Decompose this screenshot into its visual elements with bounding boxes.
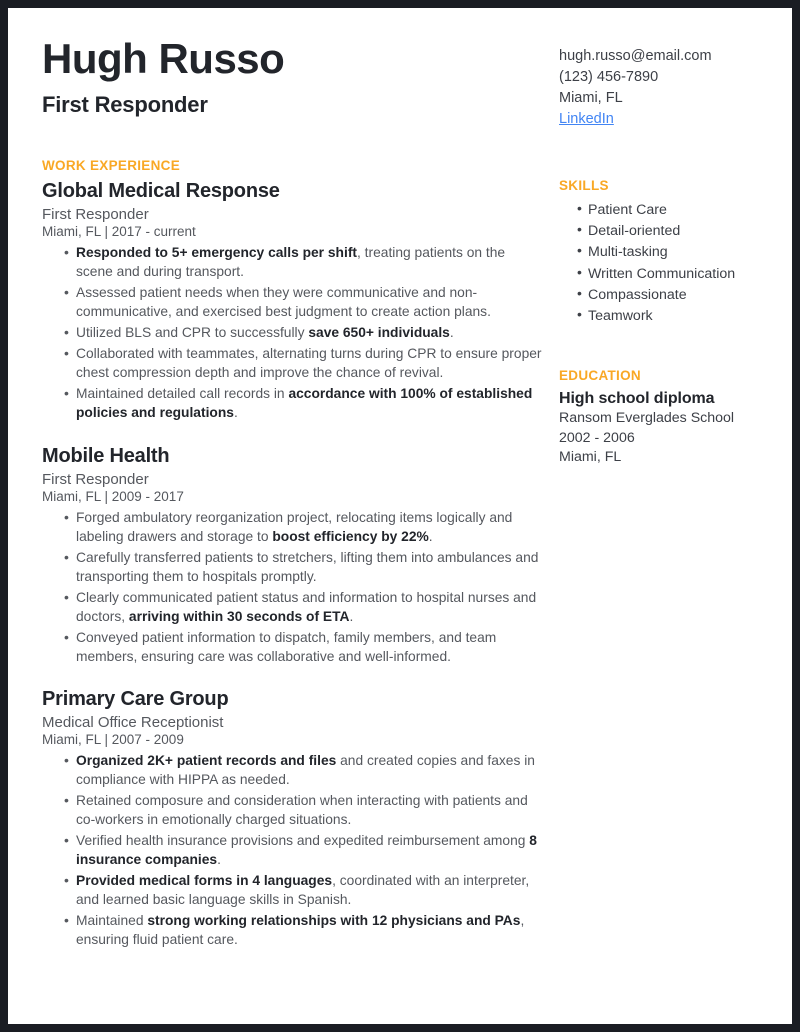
- job-bullet: • Conveyed patient information to dispatch, family members, and team members, ensuring care was collaborative and well-informed.: [64, 629, 545, 667]
- education-years: 2002 - 2006: [559, 429, 635, 446]
- skill-item: • Patient Care: [577, 200, 780, 220]
- job-bullet: • Maintained detailed call records in accordance with 100% of established policies and regulations.: [64, 385, 545, 423]
- job-location-dates: Miami, FL | 2017 - current: [42, 224, 196, 239]
- job-title: First Responder: [42, 470, 149, 488]
- section-heading-work-experience: WORK EXPERIENCE: [42, 158, 181, 173]
- job-bullet-list: [42, 752, 545, 950]
- candidate-headline: First Responder: [42, 92, 208, 117]
- page-title: Hugh Russo: [42, 35, 285, 82]
- resume-main-column: [42, 35, 555, 972]
- job-bullet-list: [42, 509, 545, 667]
- contact-location: Miami, FL: [559, 90, 623, 107]
- job-bullet: • Provided medical forms in 4 languages, coordinated with an interpreter, and learned basic language skills in Spanish.: [64, 872, 545, 910]
- skill-item: • Detail-oriented: [577, 221, 780, 241]
- linkedin-link[interactable]: LinkedIn: [559, 111, 614, 128]
- job-bullet: • Responded to 5+ emergency calls per shift, treating patients on the scene and during transport.: [64, 244, 545, 282]
- education-location: Miami, FL: [559, 449, 622, 466]
- contact-phone: (123) 456-7890: [559, 69, 659, 86]
- job-bullet: • Organized 2K+ patient records and files and created copies and faxes in compliance with HIPPA as needed.: [64, 752, 545, 790]
- section-heading-skills: SKILLS: [559, 178, 609, 194]
- job-bullet: • Clearly communicated patient status and information to hospital nurses and doctors, arriving within 30 seconds of ETA.: [64, 589, 545, 627]
- education-degree: High school diploma: [559, 390, 715, 407]
- job-bullet: • Forged ambulatory reorganization project, relocating items logically and labeling drawers and storage to boost efficiency by 22%.: [64, 509, 545, 547]
- work-experience-entry: [42, 688, 545, 950]
- job-bullet: • Assessed patient needs when they were communicative and non-communicative, and exercised best judgment to create action plans.: [64, 284, 545, 322]
- skill-item: • Multi-tasking: [577, 242, 780, 262]
- education-school: Ransom Everglades School: [559, 410, 735, 426]
- skill-item: • Written Communication: [577, 264, 780, 284]
- contact-email: hugh.russo@email.com: [559, 48, 712, 64]
- job-bullet: • Verified health insurance provisions and expedited reimbursement among 8 insurance companies.: [64, 832, 545, 870]
- job-bullet: • Maintained strong working relationships with 12 physicians and PAs, ensuring fluid patient care.: [64, 912, 545, 950]
- job-bullet: • Retained composure and consideration when interacting with patients and co-workers in emotionally charged situations.: [64, 792, 545, 830]
- job-title: Medical Office Receptionist: [42, 714, 224, 732]
- job-company: Global Medical Response: [42, 180, 280, 202]
- resume-page: [8, 8, 792, 1024]
- section-heading-education: EDUCATION: [559, 368, 641, 383]
- job-company: Mobile Health: [42, 444, 170, 467]
- job-bullet: • Collaborated with teammates, alternating turns during CPR to ensure proper chest compression depth and improve the chance of revival.: [64, 345, 545, 383]
- job-location-dates: Miami, FL | 2007 - 2009: [42, 732, 184, 748]
- skills-list: [559, 200, 780, 326]
- resume-body: [8, 8, 792, 992]
- job-company: Primary Care Group: [42, 688, 229, 711]
- skill-item: • Compassionate: [577, 285, 780, 305]
- contact-block: [559, 46, 780, 130]
- skill-item: • Teamwork: [577, 306, 780, 326]
- work-experience-entry: [42, 180, 545, 423]
- work-experience-list: [42, 180, 545, 950]
- job-bullet-list: [42, 244, 545, 423]
- job-bullet: • Utilized BLS and CPR to successfully save 650+ individuals.: [64, 324, 545, 343]
- education-entry: [559, 390, 780, 468]
- job-location-dates: Miami, FL | 2009 - 2017: [42, 488, 184, 504]
- job-bullet: • Carefully transferred patients to stretchers, lifting them into ambulances and transporting them to hospitals promptly.: [64, 549, 545, 587]
- resume-sidebar: [555, 38, 780, 972]
- job-title: First Responder: [42, 206, 149, 223]
- work-experience-entry: [42, 445, 545, 667]
